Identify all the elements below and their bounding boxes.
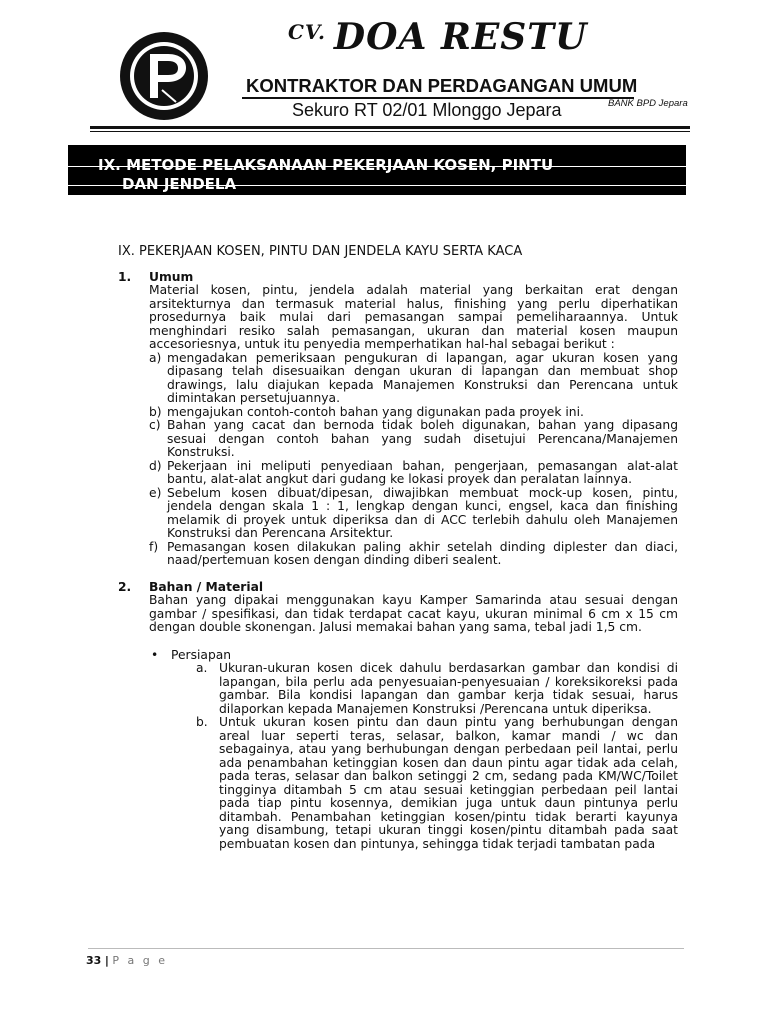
list-item: [149, 406, 678, 420]
bullet-text: Persiapan: [171, 647, 232, 662]
page-number: 33: [86, 954, 102, 967]
bullet-icon: •: [151, 647, 159, 662]
subsection-bahan-heading: [118, 581, 678, 595]
paragraph: Bahan yang dipakai menggunakan kayu Kamper Samarinda atau sesuai dengan gambar / spesifikasi, dan tidak terdapat cacat kayu, ukuran minimal 6 cm x 15 cm dengan double skonengan. Jalusi memakai bahan yang sama, tebal jadi 1,5 cm.: [149, 593, 678, 634]
banner-title-line1: IX. METODE PELAKSANAAN PEKERJAAN KOSEN, PINTU: [98, 156, 554, 174]
company-title: DOA RESTU: [333, 16, 588, 58]
section-heading: IX. PEKERJAAN KOSEN, PINTU DAN JENDELA KAYU SERTA KACA: [118, 244, 523, 259]
subsection-umum-heading: [118, 271, 678, 285]
footer-rule: [88, 948, 684, 949]
subsection-title: Bahan / Material: [149, 579, 264, 594]
list-item: [149, 352, 678, 406]
page-footer: [86, 954, 167, 967]
sub-list-item: [196, 716, 678, 851]
list-marker: b.: [196, 715, 208, 729]
list-item: [149, 541, 678, 568]
list-item-text: Sebelum kosen dibuat/dipesan, diwajibkan membuat mock-up kosen, pintu, jendela dengan skala 1 : 1, lengkap dengan kunci, engsel, kaca dan finishing melamik di proyek untuk diperiksa dan di ACC terlebih dahulu oleh Manajemen Konstruksi dan Perencana Arsitektur.: [167, 485, 678, 540]
letterhead-double-rule-thin: [90, 131, 690, 132]
company-address: Sekuro RT 02/01 Mlonggo Jepara: [292, 100, 562, 120]
list-item-text: Pekerjaan ini meliputi penyediaan bahan, pengerjaan, pemasangan alat-alat bantu, alat-alat angkut dari gudang ke lokasi proyek dan peralatan lainnya.: [167, 458, 678, 486]
list-item-text: mengajukan contoh-contoh bahan yang digunakan pada proyek ini.: [167, 404, 584, 419]
sub-list-item: [196, 662, 678, 716]
list-item-text: mengadakan pemeriksaan pengukuran di lapangan, agar ukuran kosen yang dipasang telah disesuaikan dengan ukuran di lapangan dan membuat shop drawings, lalu diajukan kepada Manajemen Konstruksi dan Perencana untuk dimintakan persetujuannya.: [167, 350, 678, 405]
list-item: [149, 419, 678, 460]
bullet-item: [151, 649, 678, 663]
subsection-number: 2.: [118, 579, 132, 594]
letterhead-rule: [242, 97, 634, 99]
list-item-text: Untuk ukuran kosen pintu dan daun pintu yang berhubungan dengan areal luar seperti teras, selasar, balkon, kamar mandi / wc dan sebagainya, atau yang berhubungan dengan perbedaan peil lantai, perlu ada penambahan ketinggian kosen dan daun pintu agar tidak ada celah, pada teras, selasar dan balkon setinggi 2 cm, sedang pada KM/WC/Toilet tingginya ditambah 5 cm atau sesuai ketinggian perbedaan peil lantai pada tiap pintu kosennya, demikian juga untuk daun pintunya perlu ditambah. Penambahan ketinggian kosen/pintu tidak berarti kayunya yang disambung, tetapi ukuran tinggi kosen/pintu ditambah pada saat pembuatan kosen dan pintunya, sehingga tidak terjadi tambatan pada: [219, 715, 678, 851]
list-item: [149, 460, 678, 487]
company-logo-icon: [118, 30, 210, 122]
subsection-number: 1.: [118, 269, 132, 284]
document-body: [118, 245, 678, 851]
paragraph: Material kosen, pintu, jendela adalah material yang berkaitan erat dengan arsitekturnya dan termasuk material halus, finishing yang perlu diperhatikan prosedurnya baik mulai dari pemasangan sampai pemeliharaannya. Untuk menghindari resiko salah pemasangan, ukuran dan material kosen maupun accesoriesnya, untuk itu penyedia memperhatikan hal-hal sebagai berikut :: [149, 283, 678, 351]
subsection-title: Umum: [149, 269, 194, 284]
list-item-text: Pemasangan kosen dilakukan paling akhir setelah dinding diplester dan diaci, naad/pertemuan kosen dengan dinding diberi sealent.: [167, 539, 678, 567]
page-label: P a g e: [112, 954, 168, 967]
section-banner: [68, 145, 686, 195]
list-marker: b): [149, 404, 162, 419]
list-item-text: Bahan yang cacat dan bernoda tidak boleh digunakan, bahan yang dipasang sesuai dengan contoh bahan yang sudah disetujui Perencana/Manajemen Konstruksi.: [167, 418, 678, 459]
letterhead-double-rule: [90, 126, 690, 129]
list-marker: c): [149, 418, 161, 432]
list-marker: a): [149, 350, 162, 365]
list-item-text: Ukuran-ukuran kosen dicek dahulu berdasarkan gambar dan kondisi di lapangan, bila perlu ada penyesuaian-penyesuaian / koreksikoreksi pada gambar. Bila kondisi lapangan dan gambar kerja tidak sesuai, harus dilaporkan kepada Manajemen Konstruksi /Perencana untuk diperiksa.: [219, 661, 678, 716]
bank-label: BANK BPD Jepara: [608, 98, 688, 109]
company-tagline: KONTRAKTOR DAN PERDAGANGAN UMUM: [246, 75, 638, 96]
list-item: [149, 487, 678, 541]
list-marker: d): [149, 458, 162, 473]
company-prefix: CV.: [288, 20, 326, 44]
footer-separator: |: [104, 954, 109, 967]
list-marker: e): [149, 485, 162, 500]
company-name: [288, 16, 588, 58]
list-marker: f): [149, 539, 159, 554]
list-marker: a.: [196, 661, 208, 675]
banner-title-line2: DAN JENDELA: [122, 175, 237, 193]
